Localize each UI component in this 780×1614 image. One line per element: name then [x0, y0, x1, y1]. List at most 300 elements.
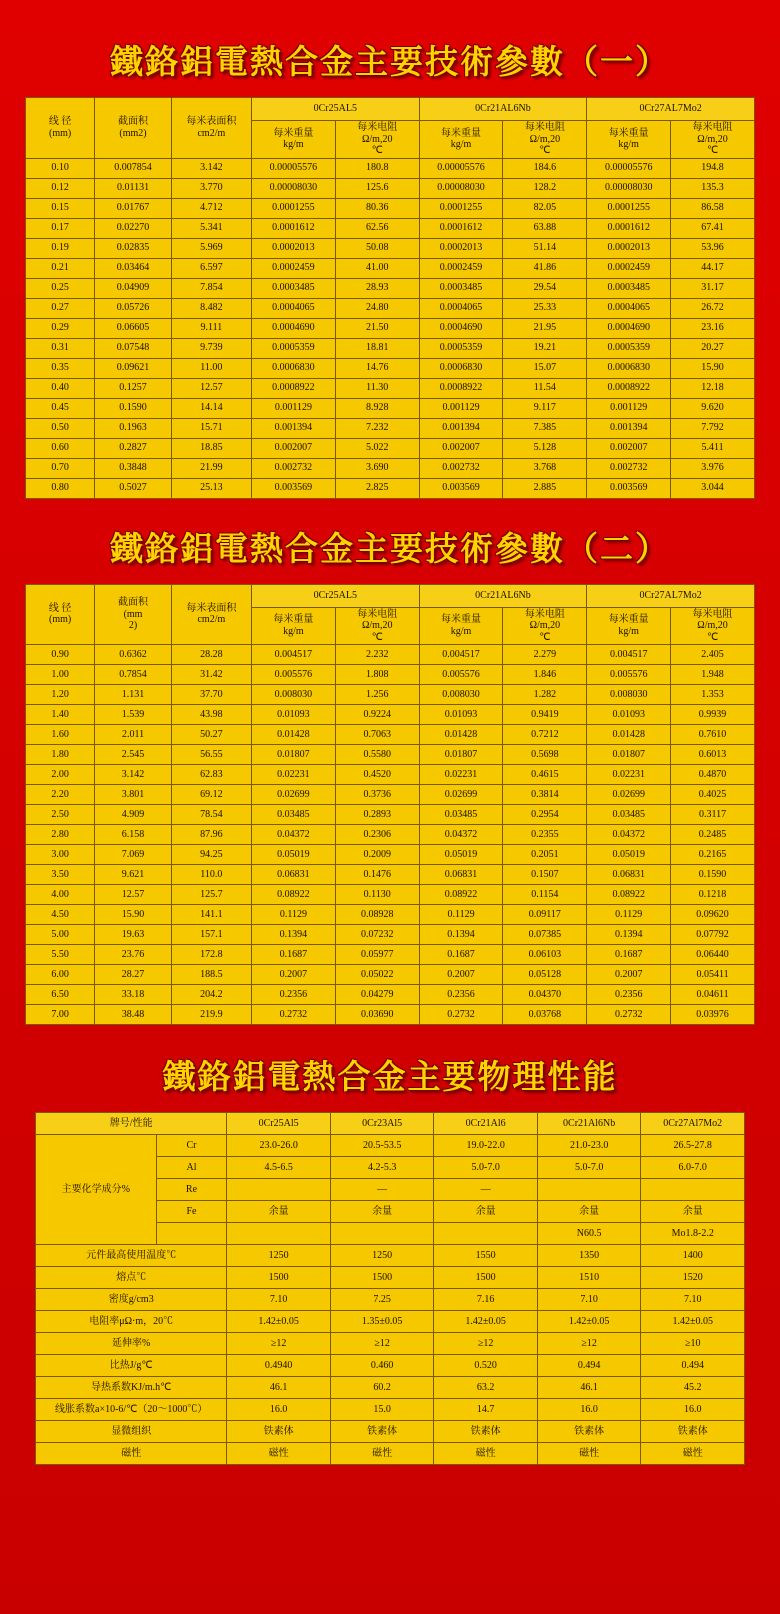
table-row	[26, 785, 755, 805]
row-header-property: 显微组织	[36, 1421, 227, 1443]
table-row	[26, 905, 755, 925]
page-title-3: 鐵鉻鋁電熱合金主要物理性能	[162, 1060, 618, 1096]
row-header-property: 元件最高使用温度℃	[36, 1245, 227, 1267]
table-cell: 铁素体	[330, 1421, 434, 1443]
table-cell: 0.05019	[587, 845, 671, 865]
table-cell: 0.004517	[419, 645, 503, 665]
table-cell: 180.8	[335, 158, 419, 178]
table-cell: 0.002007	[587, 438, 671, 458]
table-row	[26, 745, 755, 765]
table-cell: 0.1154	[503, 885, 587, 905]
table-cell: 0.0004690	[587, 318, 671, 338]
table-cell: 0.02835	[95, 238, 172, 258]
table-cell: 25.13	[171, 478, 251, 498]
table-cell: 15.07	[503, 358, 587, 378]
table-cell: 1.80	[26, 745, 95, 765]
table-cell: 69.12	[171, 785, 251, 805]
table-cell: 56.55	[171, 745, 251, 765]
table-cell: 0.05019	[251, 845, 335, 865]
table-cell: 0.35	[26, 358, 95, 378]
table-cell: 4.00	[26, 885, 95, 905]
table-cell: 0.0004690	[419, 318, 503, 338]
table-cell: 0.06605	[95, 318, 172, 338]
table-cell: 7.792	[671, 418, 755, 438]
table-cell: 0.31	[26, 338, 95, 358]
table-cell: 4.5-6.5	[227, 1157, 331, 1179]
table-cell: 3.768	[503, 458, 587, 478]
table-row	[36, 1311, 745, 1333]
table-cell: 0.06831	[419, 865, 503, 885]
table-cell: 0.02699	[587, 785, 671, 805]
table-cell: 0.002007	[419, 438, 503, 458]
table-cell: 28.27	[95, 965, 172, 985]
table-cell: 1520	[641, 1267, 745, 1289]
table-cell: 0.0001612	[419, 218, 503, 238]
table-cell: 0.7854	[95, 665, 172, 685]
table-cell: 1.42±0.05	[641, 1311, 745, 1333]
table-cell: ≥12	[330, 1333, 434, 1355]
table-cell: 0.00005576	[419, 158, 503, 178]
col-header-weight-per-meter-1: 每米重量 kg/m	[251, 121, 335, 159]
table-cell: 0.01428	[419, 725, 503, 745]
table-cell: 0.2306	[335, 825, 419, 845]
table-cell: 0.1687	[251, 945, 335, 965]
table-cell: 0.0001612	[587, 218, 671, 238]
table-cell: 23.16	[671, 318, 755, 338]
table-cell: 0.01807	[419, 745, 503, 765]
table-cell: ≥12	[537, 1333, 641, 1355]
table-cell: 0.0001612	[251, 218, 335, 238]
table-cell	[434, 1223, 538, 1245]
col-header-weight-per-meter-2: 每米重量 kg/m	[419, 607, 503, 645]
col-header-resistance-per-meter-2: 每米电阻 Ω/m,20 ℃	[503, 607, 587, 645]
table-cell: 3.142	[95, 765, 172, 785]
physical-properties-table	[35, 1112, 745, 1465]
table-cell: 0.003569	[251, 478, 335, 498]
table-cell: 0.2732	[587, 1005, 671, 1025]
table-cell: 0.09621	[95, 358, 172, 378]
row-header-element	[156, 1223, 227, 1245]
table-cell: 0.0005359	[419, 338, 503, 358]
table-cell: 0.07548	[95, 338, 172, 358]
table-cell: 0.0005359	[587, 338, 671, 358]
table-cell: 63.2	[434, 1377, 538, 1399]
table-row	[26, 438, 755, 458]
table-cell: 5.969	[171, 238, 251, 258]
table-cell: 3.044	[671, 478, 755, 498]
table-cell: 2.545	[95, 745, 172, 765]
table-cell: 5.0-7.0	[434, 1157, 538, 1179]
col-header-resistance-per-meter-1: 每米电阻 Ω/m,20 ℃	[335, 607, 419, 645]
table-cell: 0.3814	[503, 785, 587, 805]
table-cell: 41.00	[335, 258, 419, 278]
table-cell: 0.02699	[251, 785, 335, 805]
table-cell: 余量	[641, 1201, 745, 1223]
table-cell: 2.279	[503, 645, 587, 665]
table-cell: 18.81	[335, 338, 419, 358]
row-header-chemical-composition: 主要化学成分%	[36, 1135, 157, 1245]
table-cell: 0.2827	[95, 438, 172, 458]
table-cell: 1510	[537, 1267, 641, 1289]
table-cell: 0.002007	[251, 438, 335, 458]
table-cell: 2.80	[26, 825, 95, 845]
table-cell: 26.72	[671, 298, 755, 318]
table-cell: 94.25	[171, 845, 251, 865]
table-row	[26, 805, 755, 825]
table-cell: 2.00	[26, 765, 95, 785]
col-header-alloy-1: 0Cr25Al5	[227, 1113, 331, 1135]
table-cell: —	[330, 1179, 434, 1201]
table-cell: 6.00	[26, 965, 95, 985]
table-cell: 14.76	[335, 358, 419, 378]
table-2-wrapper	[25, 584, 755, 1026]
table-cell: 7.10	[227, 1289, 331, 1311]
table-cell: 7.069	[95, 845, 172, 865]
table-row	[36, 1377, 745, 1399]
table-cell: 0.1394	[587, 925, 671, 945]
table-cell: 0.70	[26, 458, 95, 478]
table-cell: 63.88	[503, 218, 587, 238]
table-cell: 0.1590	[671, 865, 755, 885]
table-cell: 0.2893	[335, 805, 419, 825]
table-cell: 0.002732	[419, 458, 503, 478]
table-row	[26, 665, 755, 685]
col-header-alloy-3: 0Cr21Al6	[434, 1113, 538, 1135]
col-header-section-area: 截面积 (mm 2)	[95, 584, 172, 645]
table-cell: 铁素体	[537, 1421, 641, 1443]
table-cell: 0.08928	[335, 905, 419, 925]
table-cell: 0.0004690	[251, 318, 335, 338]
table-cell: 82.05	[503, 198, 587, 218]
table-cell: 3.770	[171, 178, 251, 198]
col-group-header-alloy-3: 0Cr27AL7Mo2	[587, 584, 755, 607]
table-1-wrapper	[25, 97, 755, 499]
table-row	[36, 1355, 745, 1377]
table-cell: 0.08922	[419, 885, 503, 905]
col-header-weight-per-meter-2: 每米重量 kg/m	[419, 121, 503, 159]
table-cell: 29.54	[503, 278, 587, 298]
table-cell: 3.801	[95, 785, 172, 805]
table-cell: 0.1394	[251, 925, 335, 945]
table-cell: 0.2007	[251, 965, 335, 985]
table-cell: 46.1	[537, 1377, 641, 1399]
table-cell: 15.0	[330, 1399, 434, 1421]
table-cell: 1.60	[26, 725, 95, 745]
col-header-resistance-per-meter-2: 每米电阻 Ω/m,20 ℃	[503, 121, 587, 159]
table-cell: 0.02270	[95, 218, 172, 238]
table-cell: 1250	[330, 1245, 434, 1267]
table-cell: 0.03485	[251, 805, 335, 825]
table-cell: 3.00	[26, 845, 95, 865]
table-cell: 37.70	[171, 685, 251, 705]
table-cell: 23.76	[95, 945, 172, 965]
table-cell: 0.0002459	[419, 258, 503, 278]
table-cell: 80.36	[335, 198, 419, 218]
page-title-2: 鐵鉻鋁電熱合金主要技術參數（二）	[110, 531, 670, 568]
table-cell: 0.07792	[671, 925, 755, 945]
row-header-property: 磁性	[36, 1443, 227, 1465]
table-cell: 0.0001255	[251, 198, 335, 218]
table-cell: 0.19	[26, 238, 95, 258]
table-cell: 31.42	[171, 665, 251, 685]
table-cell: 43.98	[171, 705, 251, 725]
table-cell: 1.948	[671, 665, 755, 685]
table-cell: 0.9224	[335, 705, 419, 725]
table-row	[26, 358, 755, 378]
table-cell: 0.01093	[251, 705, 335, 725]
table-cell: 60.2	[330, 1377, 434, 1399]
table-cell: 14.7	[434, 1399, 538, 1421]
table-cell: 磁性	[330, 1443, 434, 1465]
table-cell: 0.03768	[503, 1005, 587, 1025]
row-header-property: 比热J/g℃	[36, 1355, 227, 1377]
table-cell: ≥10	[641, 1333, 745, 1355]
table-cell: 0.02231	[587, 765, 671, 785]
table-cell: 0.0004065	[587, 298, 671, 318]
table-cell: 1.539	[95, 705, 172, 725]
table-cell: 2.885	[503, 478, 587, 498]
table-cell: 204.2	[171, 985, 251, 1005]
table-cell: 0.003569	[587, 478, 671, 498]
table-cell: ≥12	[434, 1333, 538, 1355]
table-cell: 0.04909	[95, 278, 172, 298]
table-cell: 0.004517	[587, 645, 671, 665]
table-cell: 7.232	[335, 418, 419, 438]
table-cell: 0.2356	[419, 985, 503, 1005]
table-cell: 余量	[330, 1201, 434, 1223]
table-cell: 51.14	[503, 238, 587, 258]
table-cell: 0.0008922	[419, 378, 503, 398]
table-row	[36, 1333, 745, 1355]
table-cell: 9.621	[95, 865, 172, 885]
table-cell: 0.1963	[95, 418, 172, 438]
table-cell: 0.9419	[503, 705, 587, 725]
table-cell: 0.02699	[419, 785, 503, 805]
table-cell: 0.5698	[503, 745, 587, 765]
table-cell: 0.5027	[95, 478, 172, 498]
table-cell: 4.50	[26, 905, 95, 925]
table-cell: 50.27	[171, 725, 251, 745]
table-cell: 0.0001255	[419, 198, 503, 218]
table-cell: 125.7	[171, 885, 251, 905]
row-header-element: Cr	[156, 1135, 227, 1157]
table-cell: 0.1257	[95, 378, 172, 398]
table-cell: 12.57	[171, 378, 251, 398]
table-cell: 1.282	[503, 685, 587, 705]
table-cell: 铁素体	[434, 1421, 538, 1443]
table-cell: 1.42±0.05	[227, 1311, 331, 1333]
table-cell: 2.825	[335, 478, 419, 498]
table-cell: 0.02231	[251, 765, 335, 785]
table-cell: 44.17	[671, 258, 755, 278]
table-cell: 14.14	[171, 398, 251, 418]
table-cell: 1.42±0.05	[537, 1311, 641, 1333]
table-cell: 0.08922	[587, 885, 671, 905]
table-cell: 0.0004065	[419, 298, 503, 318]
table-row	[26, 945, 755, 965]
table-cell: 0.5580	[335, 745, 419, 765]
col-header-wire-diameter: 线 径 (mm)	[26, 584, 95, 645]
table-cell: 磁性	[641, 1443, 745, 1465]
table-cell: 0.2356	[251, 985, 335, 1005]
table-cell: 0.90	[26, 645, 95, 665]
table-cell: 7.10	[641, 1289, 745, 1311]
table-cell: 0.05019	[419, 845, 503, 865]
table-cell: 33.18	[95, 985, 172, 1005]
table-cell: 1250	[227, 1245, 331, 1267]
table-cell: ≥12	[227, 1333, 331, 1355]
col-group-header-alloy-2: 0Cr21AL6Nb	[419, 98, 587, 121]
table-cell: 2.011	[95, 725, 172, 745]
table-cell: 1550	[434, 1245, 538, 1267]
table-row	[26, 985, 755, 1005]
table-cell: 0.4025	[671, 785, 755, 805]
col-header-alloy-4: 0Cr21Al6Nb	[537, 1113, 641, 1135]
row-header-property: 导热系数KJ/m.h℃	[36, 1377, 227, 1399]
table-cell: 20.27	[671, 338, 755, 358]
table-cell: 余量	[227, 1201, 331, 1223]
table-row	[26, 278, 755, 298]
table-header-row	[26, 584, 755, 607]
table-row	[36, 1245, 745, 1267]
table-row	[26, 925, 755, 945]
table-cell: 188.5	[171, 965, 251, 985]
table-header-row	[36, 1113, 745, 1135]
table-cell: 1350	[537, 1245, 641, 1267]
table-cell: 2.405	[671, 645, 755, 665]
table-cell: 12.18	[671, 378, 755, 398]
table-cell: 8.928	[335, 398, 419, 418]
table-cell: 6.597	[171, 258, 251, 278]
table-cell	[227, 1179, 331, 1201]
table-cell: 1.20	[26, 685, 95, 705]
table-cell: 余量	[537, 1201, 641, 1223]
table-cell: 53.96	[671, 238, 755, 258]
table-row	[26, 398, 755, 418]
table-cell: 0.0006830	[587, 358, 671, 378]
table-cell: 0.08922	[251, 885, 335, 905]
table-cell: 0.03464	[95, 258, 172, 278]
tech-params-table-1	[25, 97, 755, 499]
table-cell: 20.5-53.5	[330, 1135, 434, 1157]
table-cell: 0.04372	[419, 825, 503, 845]
table-cell: 78.54	[171, 805, 251, 825]
table-cell: 11.30	[335, 378, 419, 398]
table-cell: 0.2009	[335, 845, 419, 865]
table-cell: 0.0005359	[251, 338, 335, 358]
table-cell: 0.1687	[587, 945, 671, 965]
table-cell: 3.50	[26, 865, 95, 885]
table-row	[26, 825, 755, 845]
table-cell: 1.808	[335, 665, 419, 685]
table-cell: 0.7610	[671, 725, 755, 745]
row-header-property: 熔点℃	[36, 1267, 227, 1289]
table-cell: 2.20	[26, 785, 95, 805]
table-cell: 11.54	[503, 378, 587, 398]
table-row	[26, 1005, 755, 1025]
table-row	[26, 218, 755, 238]
table-cell: 4.2-5.3	[330, 1157, 434, 1179]
table-cell: 0.2485	[671, 825, 755, 845]
table-cell: 0.03690	[335, 1005, 419, 1025]
table-cell: 141.1	[171, 905, 251, 925]
table-cell: 0.45	[26, 398, 95, 418]
table-cell: 9.739	[171, 338, 251, 358]
table-cell: 0.0003485	[419, 278, 503, 298]
table-cell: 7.10	[537, 1289, 641, 1311]
table-cell: 5.022	[335, 438, 419, 458]
table-cell: 0.05022	[335, 965, 419, 985]
table-cell: 7.854	[171, 278, 251, 298]
table-cell: 铁素体	[641, 1421, 745, 1443]
table-cell: 磁性	[537, 1443, 641, 1465]
table-cell: 0.001129	[251, 398, 335, 418]
col-header-weight-per-meter-1: 每米重量 kg/m	[251, 607, 335, 645]
table-cell: —	[434, 1179, 538, 1201]
table-row	[26, 705, 755, 725]
table-cell: 41.86	[503, 258, 587, 278]
table-cell: 9.117	[503, 398, 587, 418]
table-row	[26, 685, 755, 705]
table-cell: 0.01428	[251, 725, 335, 745]
table-cell: 62.83	[171, 765, 251, 785]
col-header-resistance-per-meter-1: 每米电阻 Ω/m,20 ℃	[335, 121, 419, 159]
table-cell: 0.7212	[503, 725, 587, 745]
table-row	[26, 458, 755, 478]
table-cell: 0.0002013	[419, 238, 503, 258]
table-row	[36, 1421, 745, 1443]
table-cell: 1.256	[335, 685, 419, 705]
table-cell: 12.57	[95, 885, 172, 905]
table-cell: 184.6	[503, 158, 587, 178]
table-cell: 1500	[227, 1267, 331, 1289]
table-cell: 0.007854	[95, 158, 172, 178]
table-row	[26, 765, 755, 785]
table-cell: 3.142	[171, 158, 251, 178]
table-cell: 0.80	[26, 478, 95, 498]
table-cell: 5.341	[171, 218, 251, 238]
table-cell: 5.0-7.0	[537, 1157, 641, 1179]
table-cell: 5.128	[503, 438, 587, 458]
table-cell: 0.0003485	[251, 278, 335, 298]
table-cell: 87.96	[171, 825, 251, 845]
table-cell: 0.008030	[587, 685, 671, 705]
table-cell: 0.00008030	[587, 178, 671, 198]
table-cell: 1.846	[503, 665, 587, 685]
table-cell: 50.08	[335, 238, 419, 258]
table-cell: 0.02231	[419, 765, 503, 785]
table-cell	[227, 1223, 331, 1245]
table-cell: 0.494	[537, 1355, 641, 1377]
table-cell: 0.60	[26, 438, 95, 458]
table-cell: 21.0-23.0	[537, 1135, 641, 1157]
table-cell: 0.6013	[671, 745, 755, 765]
table-row	[26, 178, 755, 198]
table-cell: 0.4615	[503, 765, 587, 785]
table-cell: 0.2732	[419, 1005, 503, 1025]
table-cell: 0.29	[26, 318, 95, 338]
table-cell: 0.04372	[587, 825, 671, 845]
table-cell: 0.15	[26, 198, 95, 218]
row-header-element: Re	[156, 1179, 227, 1201]
table-cell: 7.00	[26, 1005, 95, 1025]
table-cell: 172.8	[171, 945, 251, 965]
table-cell	[537, 1179, 641, 1201]
table-cell: 0.1129	[419, 905, 503, 925]
table-cell: 0.00005576	[251, 158, 335, 178]
table-cell: 125.6	[335, 178, 419, 198]
table-cell: 15.71	[171, 418, 251, 438]
